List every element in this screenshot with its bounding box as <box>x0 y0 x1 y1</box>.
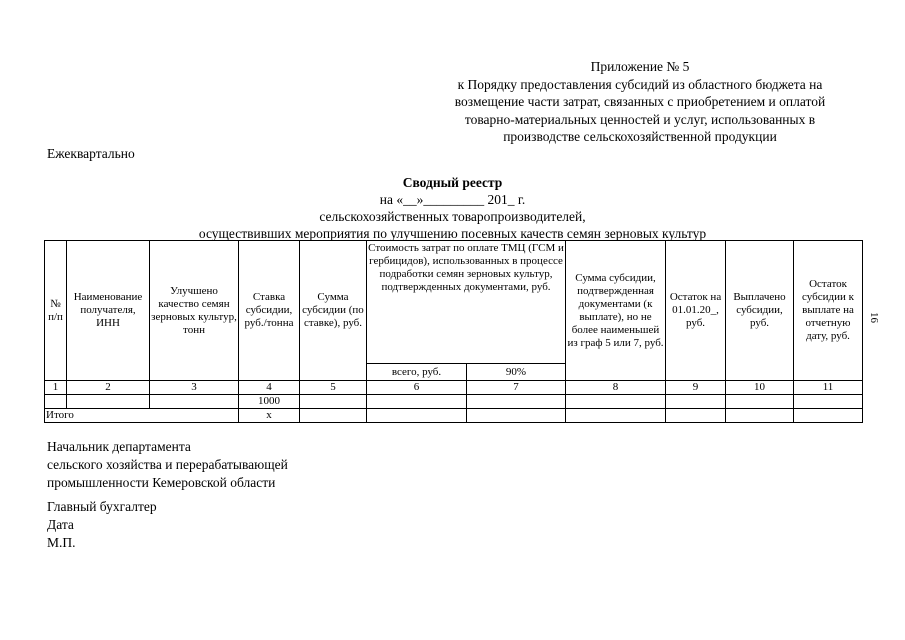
table-cell <box>467 409 566 423</box>
appendix-header <box>400 58 880 146</box>
column-number: 3 <box>150 381 239 395</box>
table-cell <box>666 395 726 409</box>
table-cell <box>726 395 794 409</box>
table-header-row <box>45 241 863 364</box>
table-cell <box>467 395 566 409</box>
signatory-block <box>47 438 288 492</box>
column-number: 7 <box>467 381 566 395</box>
header-cell-seed-quantity: Улучшено качество семян зерновых культур, тонн <box>150 241 239 381</box>
table-cell <box>726 409 794 423</box>
table-cell <box>794 395 863 409</box>
document-subtitle-line: сельскохозяйственных товаропроизводителей, <box>319 209 586 224</box>
date-label: Дата <box>47 517 74 532</box>
signatory-line: сельского хозяйства и перерабатывающей <box>47 457 288 472</box>
table-total-row <box>45 409 863 423</box>
table-cell <box>45 395 67 409</box>
header-cell-costs: Стоимость затрат по оплате ТМЦ (ГСМ и гербицидов), использованных в процессе подработки семян зерновых культур, подтвержденных документами, руб. <box>367 241 566 364</box>
table-cell <box>67 395 150 409</box>
header-cell-paid: Выплачено субсидии, руб. <box>726 241 794 381</box>
header-cell-recipient: Наименование получателя, ИНН <box>67 241 150 381</box>
table-cell <box>666 409 726 423</box>
table-cell <box>566 409 666 423</box>
table-cell <box>566 395 666 409</box>
document-title: Сводный реестр <box>402 175 503 190</box>
appendix-line: Приложение № 5 <box>590 59 690 74</box>
stamp-label: М.П. <box>47 535 76 550</box>
table-row <box>45 395 863 409</box>
table-cell <box>367 395 467 409</box>
document-subtitle-line: осуществивших мероприятия по улучшению посевных качеств семян зерновых культур <box>198 226 707 241</box>
document-title-block <box>40 174 865 242</box>
table-cell <box>794 409 863 423</box>
appendix-line: возмещение части затрат, связанных с приобретением и оплатой <box>454 94 826 109</box>
column-number: 8 <box>566 381 666 395</box>
header-cell-costs-total: всего, руб. <box>367 364 467 381</box>
column-number: 6 <box>367 381 467 395</box>
column-number: 4 <box>239 381 300 395</box>
appendix-line: производстве сельскохозяйственной продукции <box>503 129 777 144</box>
table-cell <box>300 409 367 423</box>
column-number: 9 <box>666 381 726 395</box>
header-cell-subsidy-by-rate: Сумма субсидии (по ставке), руб. <box>300 241 367 381</box>
header-cell-number: № п/п <box>45 241 67 381</box>
column-number: 11 <box>794 381 863 395</box>
total-label: Итого <box>45 409 239 423</box>
table-cell <box>150 395 239 409</box>
header-cell-costs-90: 90% <box>467 364 566 381</box>
header-cell-rate: Ставка субсидии, руб./тонна <box>239 241 300 381</box>
appendix-line: товарно-материальных ценностей и услуг, использованных в <box>464 111 816 127</box>
total-cell-rate: х <box>239 409 300 423</box>
signatory-line: промышленности Кемеровской области <box>47 475 276 490</box>
accountant-block <box>47 498 157 552</box>
appendix-line: к Порядку предоставления субсидий из областного бюджета на <box>457 76 823 92</box>
header-cell-balance-due: Остаток субсидии к выплате на отчетную дату, руб. <box>794 241 863 381</box>
accountant-label: Главный бухгалтер <box>47 499 157 514</box>
page-number: 16 <box>868 312 880 323</box>
document-date-line: на «__»_________ 201_ г. <box>379 192 526 207</box>
table-column-numbers-row <box>45 381 863 395</box>
signatory-line: Начальник департамента <box>47 439 191 454</box>
header-cell-balance-start: Остаток на 01.01.20_, руб. <box>666 241 726 381</box>
table-cell-rate: 1000 <box>239 395 300 409</box>
header-cell-confirmed-subsidy: Сумма субсидии, подтвержденная документами (к выплате), но не более наименьшей из граф 5 или 7, руб. <box>566 241 666 381</box>
table-cell <box>300 395 367 409</box>
column-number: 5 <box>300 381 367 395</box>
registry-table <box>44 240 863 423</box>
periodicity-label: Ежеквартально <box>47 146 135 161</box>
column-number: 1 <box>45 381 67 395</box>
table-cell <box>367 409 467 423</box>
column-number: 10 <box>726 381 794 395</box>
column-number: 2 <box>67 381 150 395</box>
